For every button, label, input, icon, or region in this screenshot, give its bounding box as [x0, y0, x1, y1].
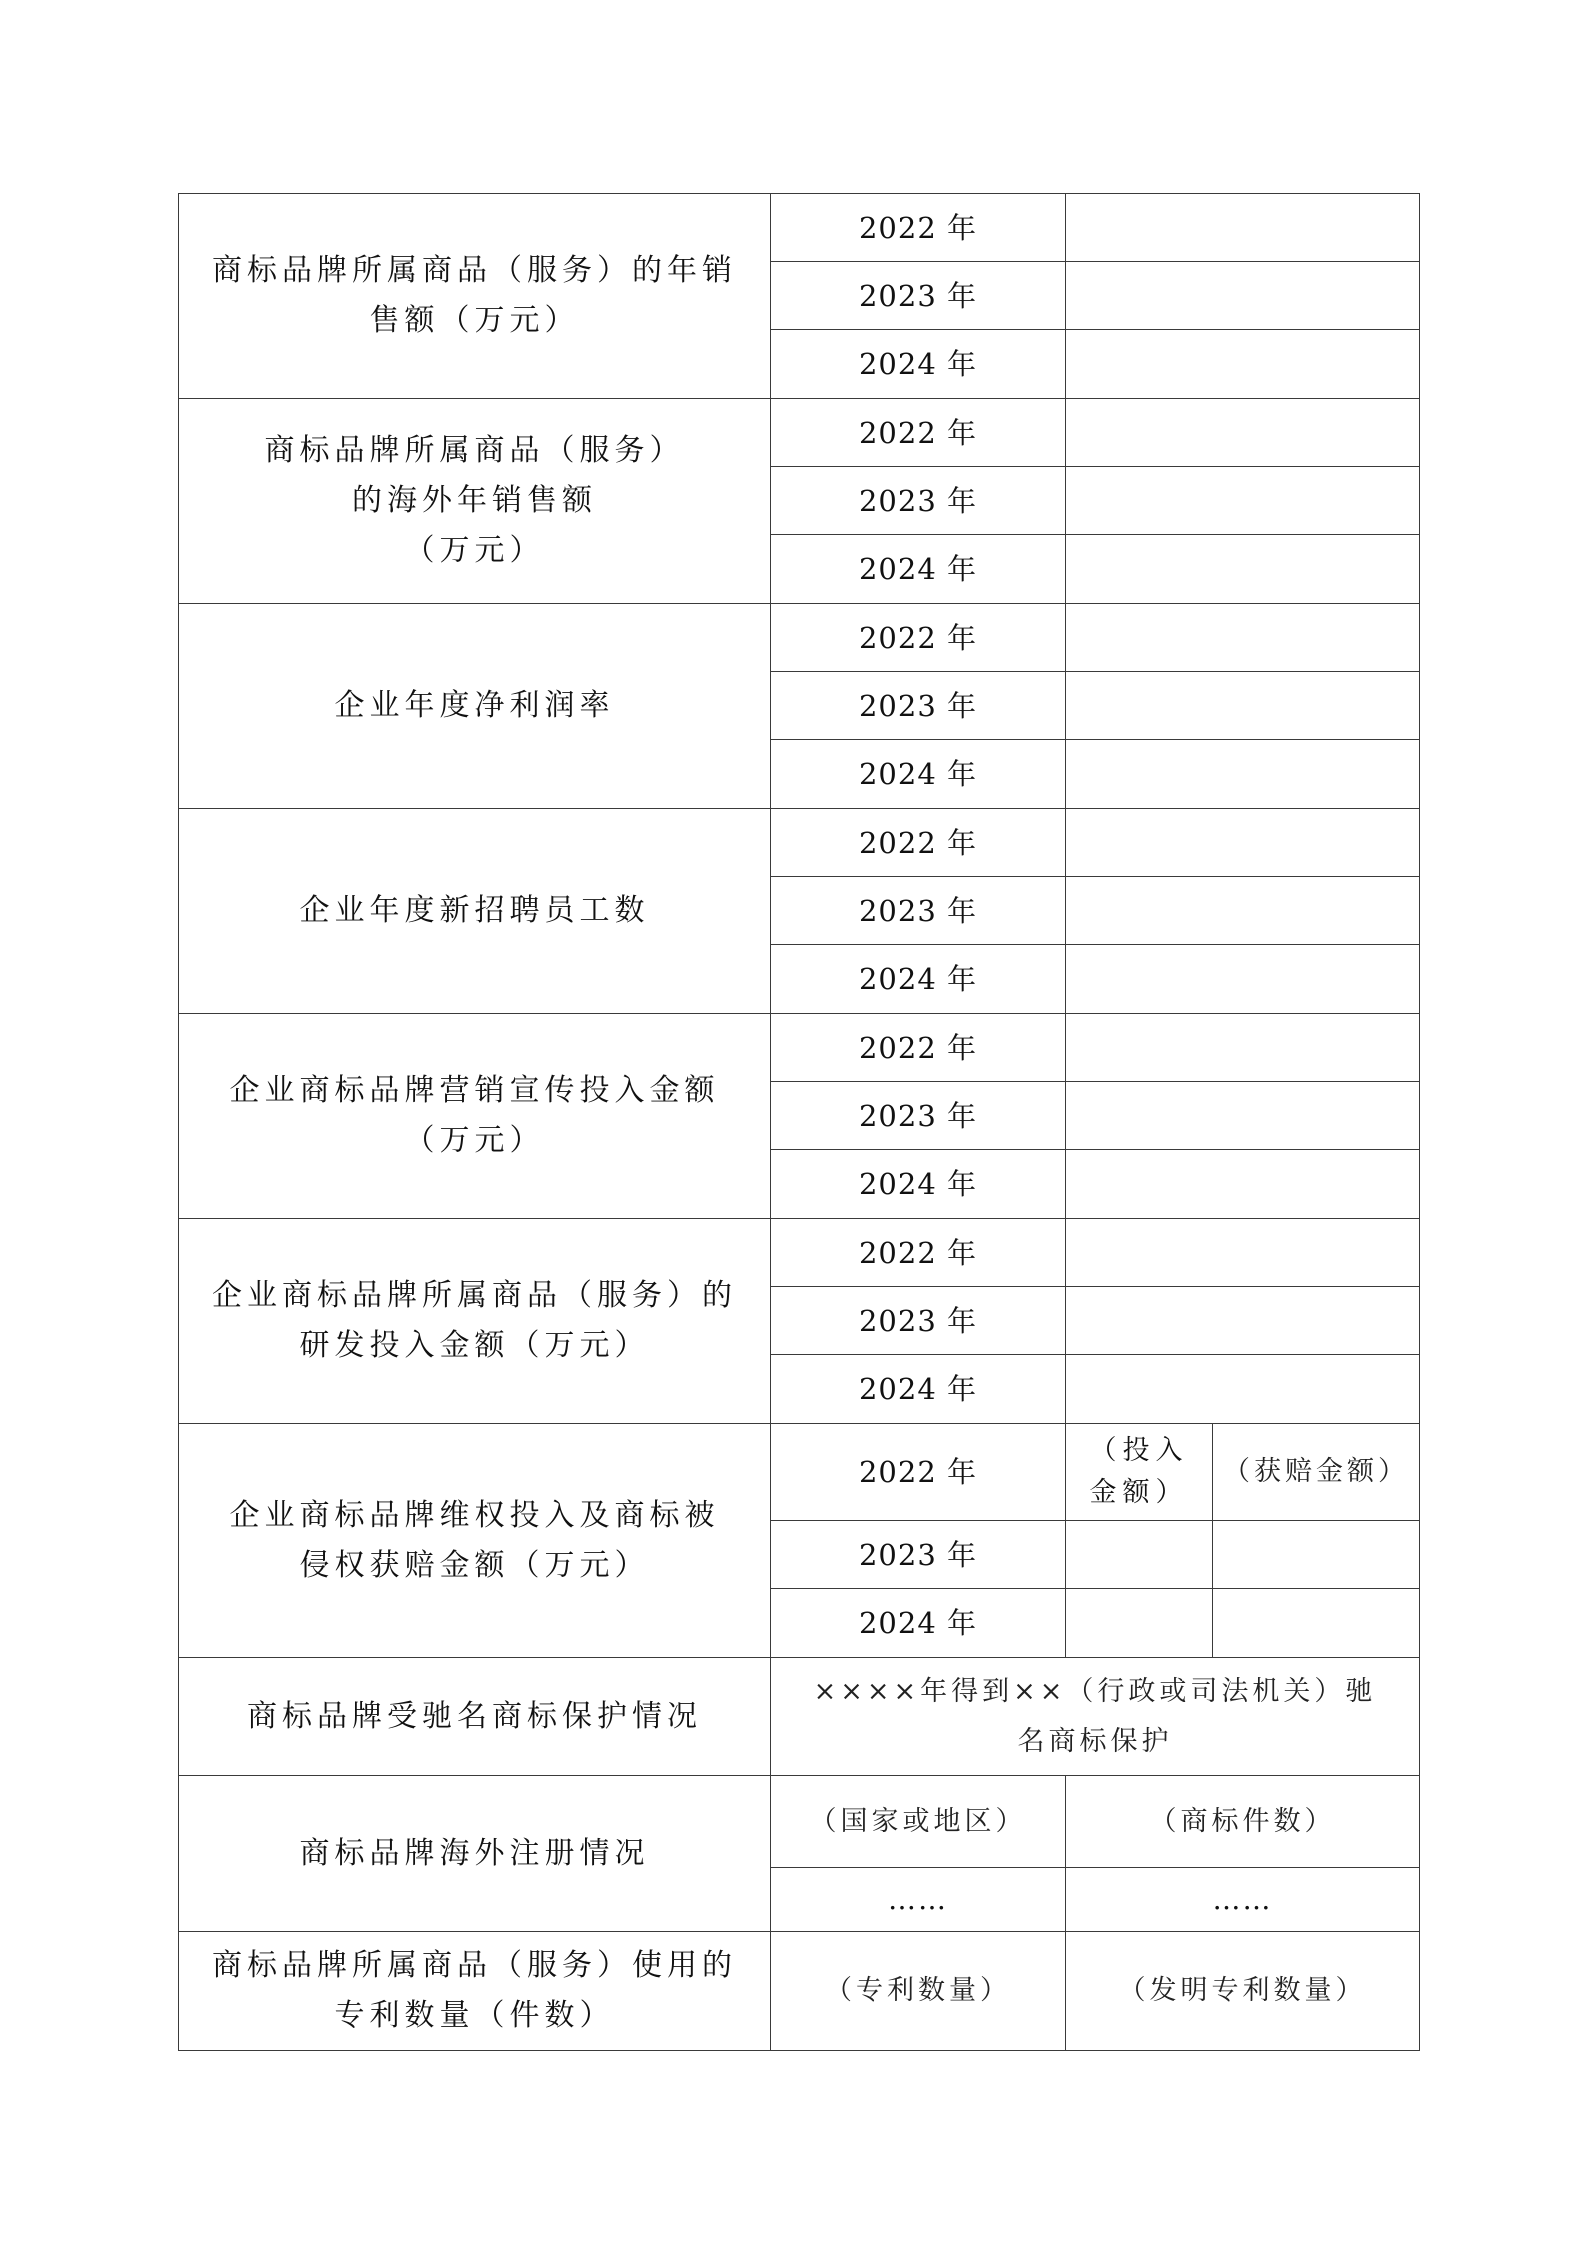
- year-cell: 2023 年: [771, 877, 1066, 945]
- value-cell-marketing-2022[interactable]: [1066, 1014, 1420, 1082]
- year-cell: 2022 年: [771, 399, 1066, 467]
- row-label-patents: 商标品牌所属商品（服务）使用的 专利数量（件数）: [179, 1932, 771, 2051]
- year-cell: 2022 年: [771, 1219, 1066, 1287]
- enforcement-investment-2022[interactable]: （投入 金额）: [1066, 1424, 1213, 1521]
- row-label-overseas-sales: 商标品牌所属商品（服务） 的海外年销售额 （万元）: [179, 399, 771, 604]
- year-cell: 2023 年: [771, 1082, 1066, 1150]
- overseas-country-header: （国家或地区）: [771, 1776, 1066, 1868]
- year-cell: 2024 年: [771, 1589, 1066, 1658]
- overseas-count-header: （商标件数）: [1066, 1776, 1420, 1868]
- year-cell: 2023 年: [771, 262, 1066, 330]
- value-cell-overseas-sales-2023[interactable]: [1066, 467, 1420, 535]
- application-form-table: [178, 193, 1420, 2051]
- value-cell-net-profit-2022[interactable]: [1066, 604, 1420, 672]
- row-label-net-profit-rate: 企业年度净利润率: [179, 604, 771, 809]
- value-cell-overseas-sales-2024[interactable]: [1066, 535, 1420, 604]
- value-cell-rd-2023[interactable]: [1066, 1287, 1420, 1355]
- year-cell: 2023 年: [771, 1521, 1066, 1589]
- patents-count-cell[interactable]: （专利数量）: [771, 1932, 1066, 2051]
- row-label-new-hires: 企业年度新招聘员工数: [179, 809, 771, 1014]
- value-cell-annual-sales-2024[interactable]: [1066, 330, 1420, 399]
- overseas-country-value[interactable]: ……: [771, 1868, 1066, 1932]
- value-cell-net-profit-2023[interactable]: [1066, 672, 1420, 740]
- year-cell: 2022 年: [771, 1424, 1066, 1521]
- year-cell: 2022 年: [771, 604, 1066, 672]
- year-cell: 2024 年: [771, 740, 1066, 809]
- row-label-marketing-investment: 企业商标品牌营销宣传投入金额 （万元）: [179, 1014, 771, 1219]
- row-label-rd-investment: 企业商标品牌所属商品（服务）的 研发投入金额（万元）: [179, 1219, 771, 1424]
- value-cell-new-hires-2022[interactable]: [1066, 809, 1420, 877]
- year-cell: 2022 年: [771, 194, 1066, 262]
- row-label-annual-sales: 商标品牌所属商品（服务）的年销 售额（万元）: [179, 194, 771, 399]
- value-cell-rd-2022[interactable]: [1066, 1219, 1420, 1287]
- enforcement-compensation-2023[interactable]: [1213, 1521, 1420, 1589]
- year-cell: 2022 年: [771, 809, 1066, 877]
- year-cell: 2022 年: [771, 1014, 1066, 1082]
- enforcement-compensation-2024[interactable]: [1213, 1589, 1420, 1658]
- year-cell: 2023 年: [771, 672, 1066, 740]
- enforcement-investment-2023[interactable]: [1066, 1521, 1213, 1589]
- row-label-overseas-registration: 商标品牌海外注册情况: [179, 1776, 771, 1932]
- overseas-count-value[interactable]: ……: [1066, 1868, 1420, 1932]
- year-cell: 2023 年: [771, 1287, 1066, 1355]
- value-cell-new-hires-2024[interactable]: [1066, 945, 1420, 1014]
- value-cell-marketing-2023[interactable]: [1066, 1082, 1420, 1150]
- enforcement-compensation-2022[interactable]: （获赔金额）: [1213, 1424, 1420, 1521]
- year-cell: 2024 年: [771, 330, 1066, 399]
- year-cell: 2023 年: [771, 467, 1066, 535]
- value-cell-overseas-sales-2022[interactable]: [1066, 399, 1420, 467]
- year-cell: 2024 年: [771, 1150, 1066, 1219]
- value-cell-new-hires-2023[interactable]: [1066, 877, 1420, 945]
- row-label-enforcement: 企业商标品牌维权投入及商标被 侵权获赔金额（万元）: [179, 1424, 771, 1658]
- year-cell: 2024 年: [771, 535, 1066, 604]
- enforcement-investment-2024[interactable]: [1066, 1589, 1213, 1658]
- invention-patents-count-cell[interactable]: （发明专利数量）: [1066, 1932, 1420, 2051]
- year-cell: 2024 年: [771, 945, 1066, 1014]
- value-cell-marketing-2024[interactable]: [1066, 1150, 1420, 1219]
- value-cell-net-profit-2024[interactable]: [1066, 740, 1420, 809]
- value-cell-annual-sales-2023[interactable]: [1066, 262, 1420, 330]
- year-cell: 2024 年: [771, 1355, 1066, 1424]
- row-label-well-known-protection: 商标品牌受驰名商标保护情况: [179, 1658, 771, 1776]
- value-cell-annual-sales-2022[interactable]: [1066, 194, 1420, 262]
- well-known-protection-value[interactable]: ××××年得到××（行政或司法机关）驰 名商标保护: [771, 1658, 1420, 1776]
- value-cell-rd-2024[interactable]: [1066, 1355, 1420, 1424]
